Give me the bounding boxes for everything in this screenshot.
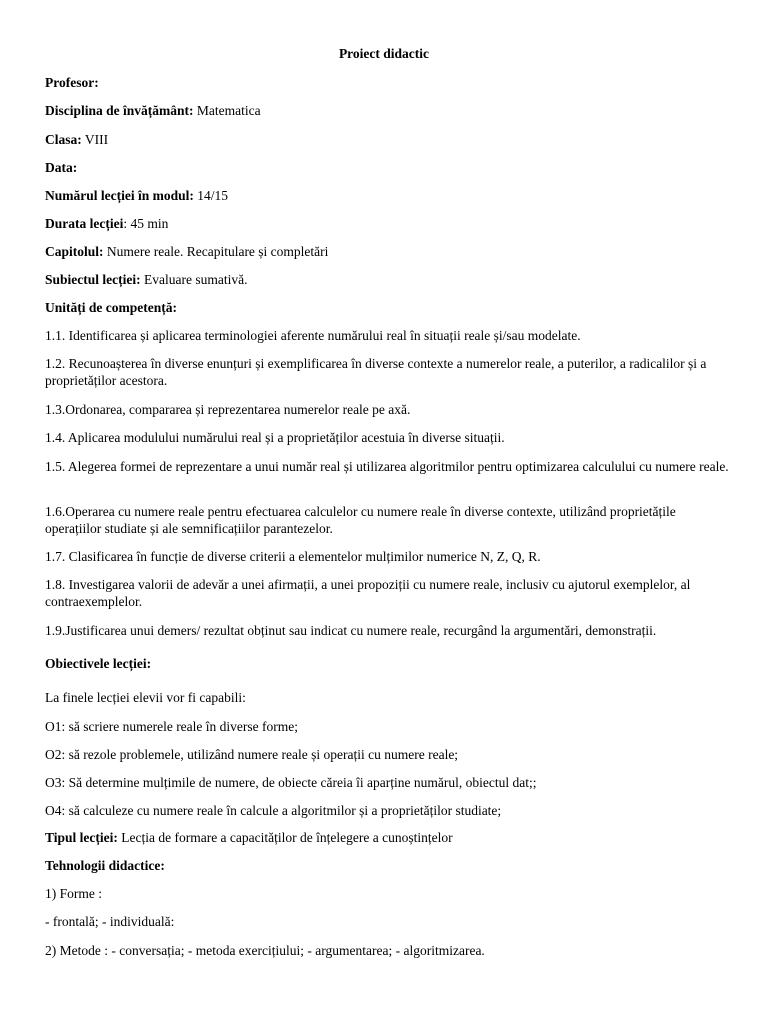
field-disciplina-value: Matematica <box>193 103 261 118</box>
field-capitolul-value: Numere reale. Recapitulare și completări <box>103 244 329 259</box>
field-data-label: Data: <box>45 160 78 175</box>
competenta-item: 1.2. Recunoașterea în diverse enunțuri și exemplificarea în diverse contexte a numerelor reale, a puterilor, a radicalilor și a proprietăților acestora. <box>45 356 707 388</box>
field-clasa <box>45 131 725 148</box>
obiectiv-item: O4: să calculeze cu numere reale în calcule a algoritmilor și a proprietăților studiate; <box>45 803 502 818</box>
obiectiv-item: O3: Să determine mulțimile de numere, de obiecte căreia îi aparține numărul, obiectul dat;; <box>45 775 537 790</box>
obiective-heading: Obiectivele lecției: <box>45 656 152 671</box>
competente-heading: Unități de competență: <box>45 300 177 315</box>
field-subiectul-label: Subiectul lecției: <box>45 272 141 287</box>
document-title: Proiect didactic <box>338 46 430 61</box>
field-subiectul-value: Evaluare sumativă. <box>140 272 248 287</box>
competenta-item: 1.7. Clasificarea în funcție de diverse criterii a elementelor mulțimilor numerice N, Z, Q, R. <box>45 549 541 564</box>
field-disciplina-label: Disciplina de învățământ: <box>45 103 194 118</box>
tehnologii-item: - frontală; - individuală: <box>45 914 175 929</box>
field-profesor-label: Profesor: <box>45 75 99 90</box>
field-capitolul <box>45 243 725 260</box>
field-subiectul <box>45 271 725 288</box>
competenta-item: 1.1. Identificarea și aplicarea terminologiei aferente numărului real în situații reale și/sau modelate. <box>45 328 581 343</box>
field-numarul <box>45 187 725 204</box>
competenta-item: 1.5. Alegerea formei de reprezentare a unui număr real și utilizarea algoritmilor pentru optimizarea calculului cu numere reale. <box>45 459 729 474</box>
competenta-item: 1.8. Investigarea valorii de adevăr a unei afirmații, a unei propoziții cu numere reale, inclusiv cu ajutorul exemplelor, al contraexemplelor. <box>45 577 691 609</box>
field-tipul <box>45 829 725 846</box>
field-tipul-value: Lecția de formare a capacităților de înțelegere a cunoștințelor <box>117 830 453 845</box>
competenta-item: 1.6.Operarea cu numere reale pentru efectuarea calculelor cu numere reale în diverse contexte, utilizând proprietățile operațiilor studiate și ale semnificațiilor parantezelor. <box>45 504 676 536</box>
competenta-item: 1.9.Justificarea unui demers/ rezultat obținut sau indicat cu numere reale, recurgând la argumentări, demonstrații. <box>45 623 657 638</box>
field-numarul-value: 14/15 <box>193 188 229 203</box>
field-tipul-label: Tipul lecției: <box>45 830 118 845</box>
tehnologii-item: 1) Forme : <box>45 886 102 901</box>
field-durata-value: : 45 min <box>123 216 169 231</box>
field-capitolul-label: Capitolul: <box>45 244 104 259</box>
field-clasa-label: Clasa: <box>45 132 82 147</box>
obiective-intro: La finele lecției elevii vor fi capabili: <box>45 690 246 705</box>
competenta-item: 1.3.Ordonarea, compararea și reprezentarea numerelor reale pe axă. <box>45 402 411 417</box>
field-durata <box>45 215 725 232</box>
field-numarul-label: Numărul lecției în modul: <box>45 188 194 203</box>
field-durata-label: Durata lecției <box>45 216 124 231</box>
field-disciplina <box>45 102 725 119</box>
field-profesor <box>45 74 725 91</box>
competenta-item: 1.4. Aplicarea modulului numărului real și a proprietăților acestuia în diverse situații. <box>45 430 505 445</box>
tehnologii-item: 2) Metode : - conversația; - metoda exercițiului; - argumentarea; - algoritmizarea. <box>45 943 485 958</box>
obiectiv-item: O2: să rezole problemele, utilizând numere reale și operații cu numere reale; <box>45 747 459 762</box>
tehnologii-heading: Tehnologii didactice: <box>45 858 165 873</box>
field-clasa-value: VIII <box>81 132 109 147</box>
obiectiv-item: O1: să scriere numerele reale în diverse forme; <box>45 719 299 734</box>
field-data <box>45 159 725 176</box>
